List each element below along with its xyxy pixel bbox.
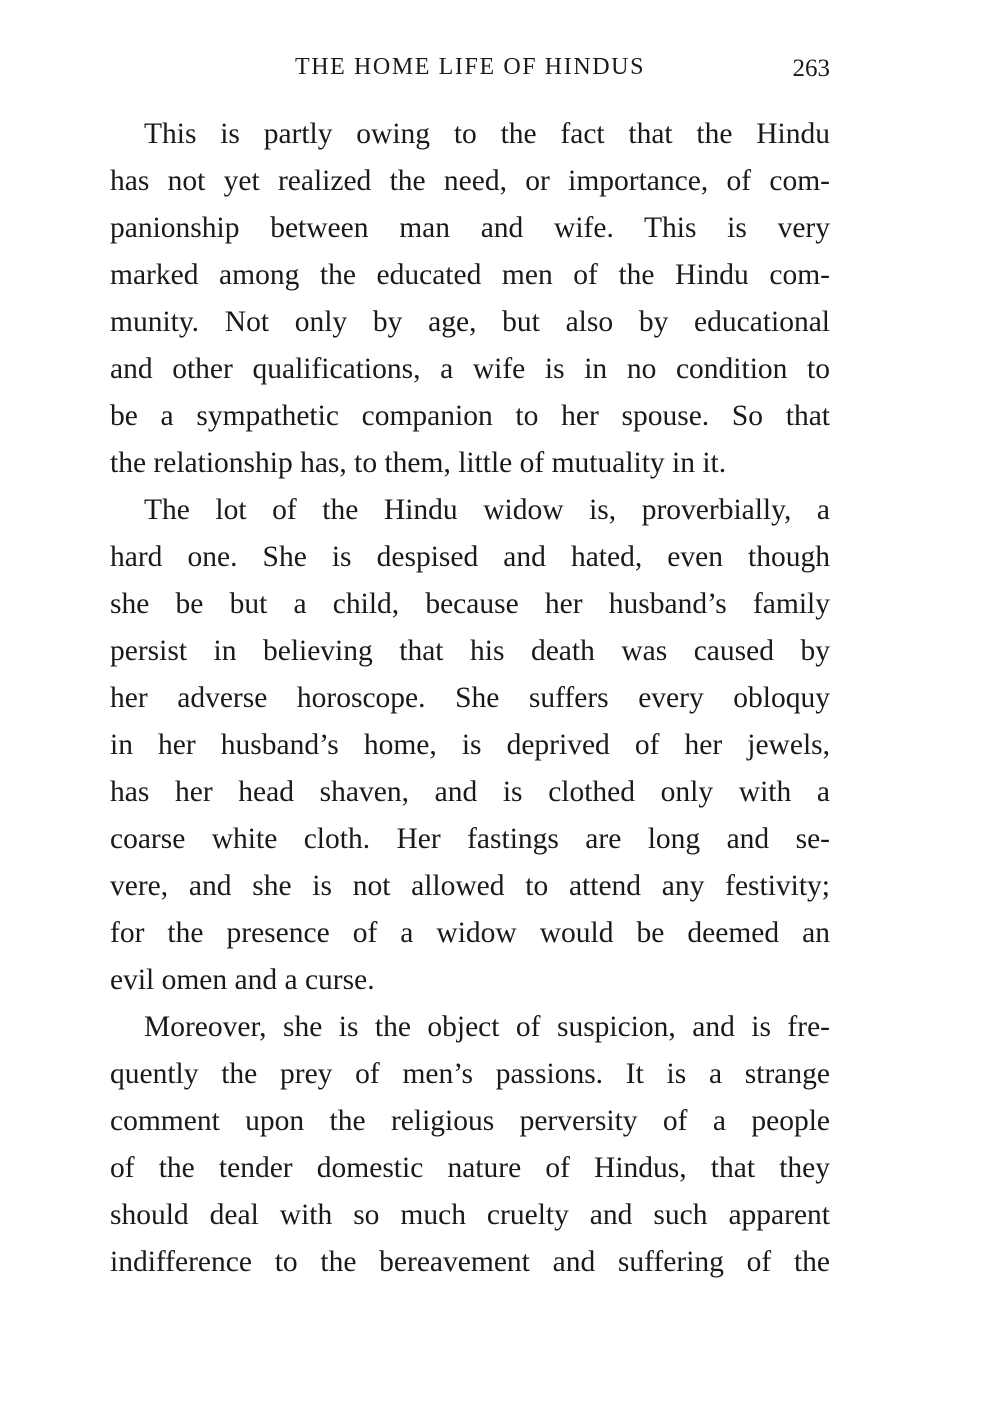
text-line: be a sympathetic companion to her spouse. So that — [110, 400, 830, 432]
text-line: persist in believing that his death was caused by — [110, 635, 830, 667]
text-line: vere, and she is not allowed to attend any festivity; — [110, 870, 830, 902]
text-line: This is partly owing to the fact that the Hindu — [144, 118, 830, 150]
text-line: in her husband’s home, is deprived of her jewels, — [110, 729, 830, 761]
text-line: indifference to the bereavement and suffering of the — [110, 1246, 830, 1278]
text-line: The lot of the Hindu widow is, proverbially, a — [144, 494, 830, 526]
text-line: Moreover, she is the object of suspicion, and is fre- — [144, 1011, 830, 1043]
paragraph-2 — [110, 487, 830, 1004]
text-line: coarse white cloth. Her fastings are long and se- — [110, 823, 830, 855]
text-line: has her head shaven, and is clothed only with a — [110, 776, 830, 808]
text-line: the relationship has, to them, little of mutuality in it. — [110, 447, 727, 479]
paragraph-3 — [110, 1004, 830, 1286]
text-line: quently the prey of men’s passions. It is a strange — [110, 1058, 830, 1090]
text-line: should deal with so much cruelty and such apparent — [110, 1199, 830, 1231]
running-title: THE HOME LIFE OF HINDUS — [294, 54, 646, 80]
page-number: 263 — [792, 55, 830, 82]
text-line: comment upon the religious perversity of a people — [110, 1105, 830, 1137]
running-header — [110, 50, 830, 84]
text-line: for the presence of a widow would be deemed an — [110, 917, 830, 949]
text-line: has not yet realized the need, or importance, of com- — [110, 165, 830, 197]
text-line: and other qualifications, a wife is in no condition to — [110, 353, 830, 385]
text-line: she be but a child, because her husband’s family — [110, 588, 830, 620]
text-line: her adverse horoscope. She suffers every obloquy — [110, 682, 830, 714]
text-line: panionship between man and wife. This is very — [110, 212, 830, 244]
text-line: of the tender domestic nature of Hindus, that they — [110, 1152, 830, 1184]
text-line: evil omen and a curse. — [110, 964, 375, 996]
body-text — [110, 111, 830, 1286]
paragraph-1 — [110, 111, 830, 487]
text-line: hard one. She is despised and hated, even though — [110, 541, 830, 573]
text-line: marked among the educated men of the Hindu com- — [110, 259, 830, 291]
text-line: munity. Not only by age, but also by educational — [110, 306, 830, 338]
